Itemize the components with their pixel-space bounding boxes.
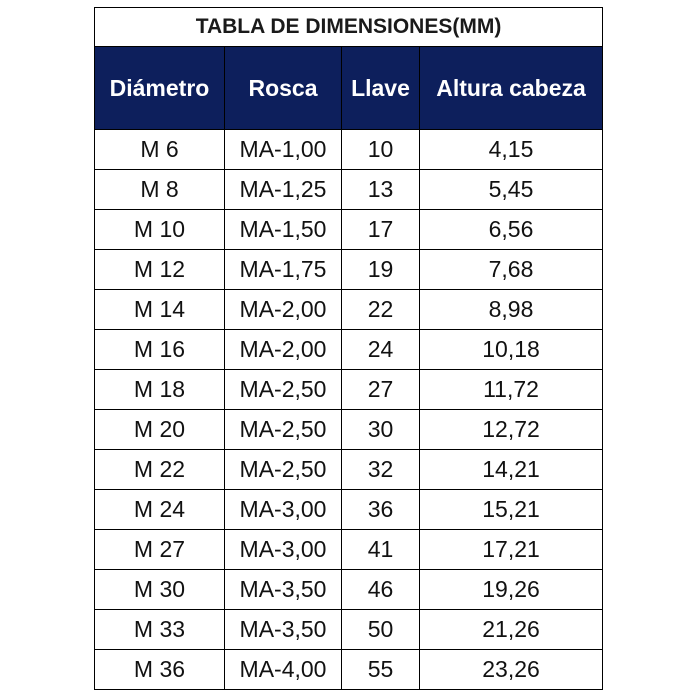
- cell-diametro: M 24: [95, 490, 225, 530]
- column-header-rosca: Rosca: [225, 47, 342, 130]
- cell-diametro: M 20: [95, 410, 225, 450]
- table-row: [95, 530, 603, 570]
- cell-rosca: MA-1,75: [225, 250, 342, 290]
- cell-llave: 19: [342, 250, 420, 290]
- cell-llave: 10: [342, 130, 420, 170]
- table-row: [95, 330, 603, 370]
- table-row: [95, 490, 603, 530]
- table-row: [95, 250, 603, 290]
- cell-llave: 41: [342, 530, 420, 570]
- cell-rosca: MA-1,25: [225, 170, 342, 210]
- table-header-row: [95, 47, 603, 130]
- cell-altura-cabeza: 23,26: [420, 650, 603, 690]
- cell-llave: 24: [342, 330, 420, 370]
- cell-diametro: M 27: [95, 530, 225, 570]
- cell-altura-cabeza: 10,18: [420, 330, 603, 370]
- column-header-altura-cabeza: Altura cabeza: [420, 47, 603, 130]
- table-row: [95, 610, 603, 650]
- cell-llave: 55: [342, 650, 420, 690]
- cell-diametro: M 36: [95, 650, 225, 690]
- table-row: [95, 450, 603, 490]
- table-row: [95, 290, 603, 330]
- cell-rosca: MA-2,00: [225, 290, 342, 330]
- dimensions-table: [94, 7, 603, 690]
- cell-altura-cabeza: 21,26: [420, 610, 603, 650]
- cell-diametro: M 6: [95, 130, 225, 170]
- table-title: TABLA DE DIMENSIONES(MM): [95, 8, 603, 47]
- table-row: [95, 650, 603, 690]
- column-header-diametro: Diámetro: [95, 47, 225, 130]
- table-title-row: [95, 8, 603, 47]
- cell-diametro: M 8: [95, 170, 225, 210]
- cell-llave: 17: [342, 210, 420, 250]
- cell-altura-cabeza: 12,72: [420, 410, 603, 450]
- cell-llave: 27: [342, 370, 420, 410]
- cell-altura-cabeza: 6,56: [420, 210, 603, 250]
- cell-rosca: MA-2,50: [225, 450, 342, 490]
- cell-llave: 30: [342, 410, 420, 450]
- cell-altura-cabeza: 5,45: [420, 170, 603, 210]
- cell-rosca: MA-3,00: [225, 530, 342, 570]
- cell-rosca: MA-3,50: [225, 610, 342, 650]
- cell-rosca: MA-3,50: [225, 570, 342, 610]
- cell-diametro: M 22: [95, 450, 225, 490]
- table-row: [95, 410, 603, 450]
- cell-rosca: MA-4,00: [225, 650, 342, 690]
- table-body: [95, 130, 603, 690]
- cell-diametro: M 30: [95, 570, 225, 610]
- cell-altura-cabeza: 11,72: [420, 370, 603, 410]
- cell-diametro: M 16: [95, 330, 225, 370]
- cell-llave: 32: [342, 450, 420, 490]
- cell-altura-cabeza: 17,21: [420, 530, 603, 570]
- cell-altura-cabeza: 19,26: [420, 570, 603, 610]
- cell-rosca: MA-3,00: [225, 490, 342, 530]
- cell-rosca: MA-1,00: [225, 130, 342, 170]
- cell-altura-cabeza: 8,98: [420, 290, 603, 330]
- cell-rosca: MA-2,00: [225, 330, 342, 370]
- cell-altura-cabeza: 15,21: [420, 490, 603, 530]
- table-row: [95, 370, 603, 410]
- cell-diametro: M 12: [95, 250, 225, 290]
- table-row: [95, 210, 603, 250]
- cell-rosca: MA-2,50: [225, 370, 342, 410]
- table-row: [95, 570, 603, 610]
- cell-llave: 46: [342, 570, 420, 610]
- cell-altura-cabeza: 4,15: [420, 130, 603, 170]
- cell-llave: 50: [342, 610, 420, 650]
- cell-altura-cabeza: 7,68: [420, 250, 603, 290]
- column-header-llave: Llave: [342, 47, 420, 130]
- cell-diametro: M 33: [95, 610, 225, 650]
- cell-rosca: MA-1,50: [225, 210, 342, 250]
- cell-diametro: M 18: [95, 370, 225, 410]
- table-row: [95, 170, 603, 210]
- table-row: [95, 130, 603, 170]
- cell-rosca: MA-2,50: [225, 410, 342, 450]
- cell-diametro: M 10: [95, 210, 225, 250]
- cell-diametro: M 14: [95, 290, 225, 330]
- cell-llave: 36: [342, 490, 420, 530]
- cell-altura-cabeza: 14,21: [420, 450, 603, 490]
- cell-llave: 13: [342, 170, 420, 210]
- cell-llave: 22: [342, 290, 420, 330]
